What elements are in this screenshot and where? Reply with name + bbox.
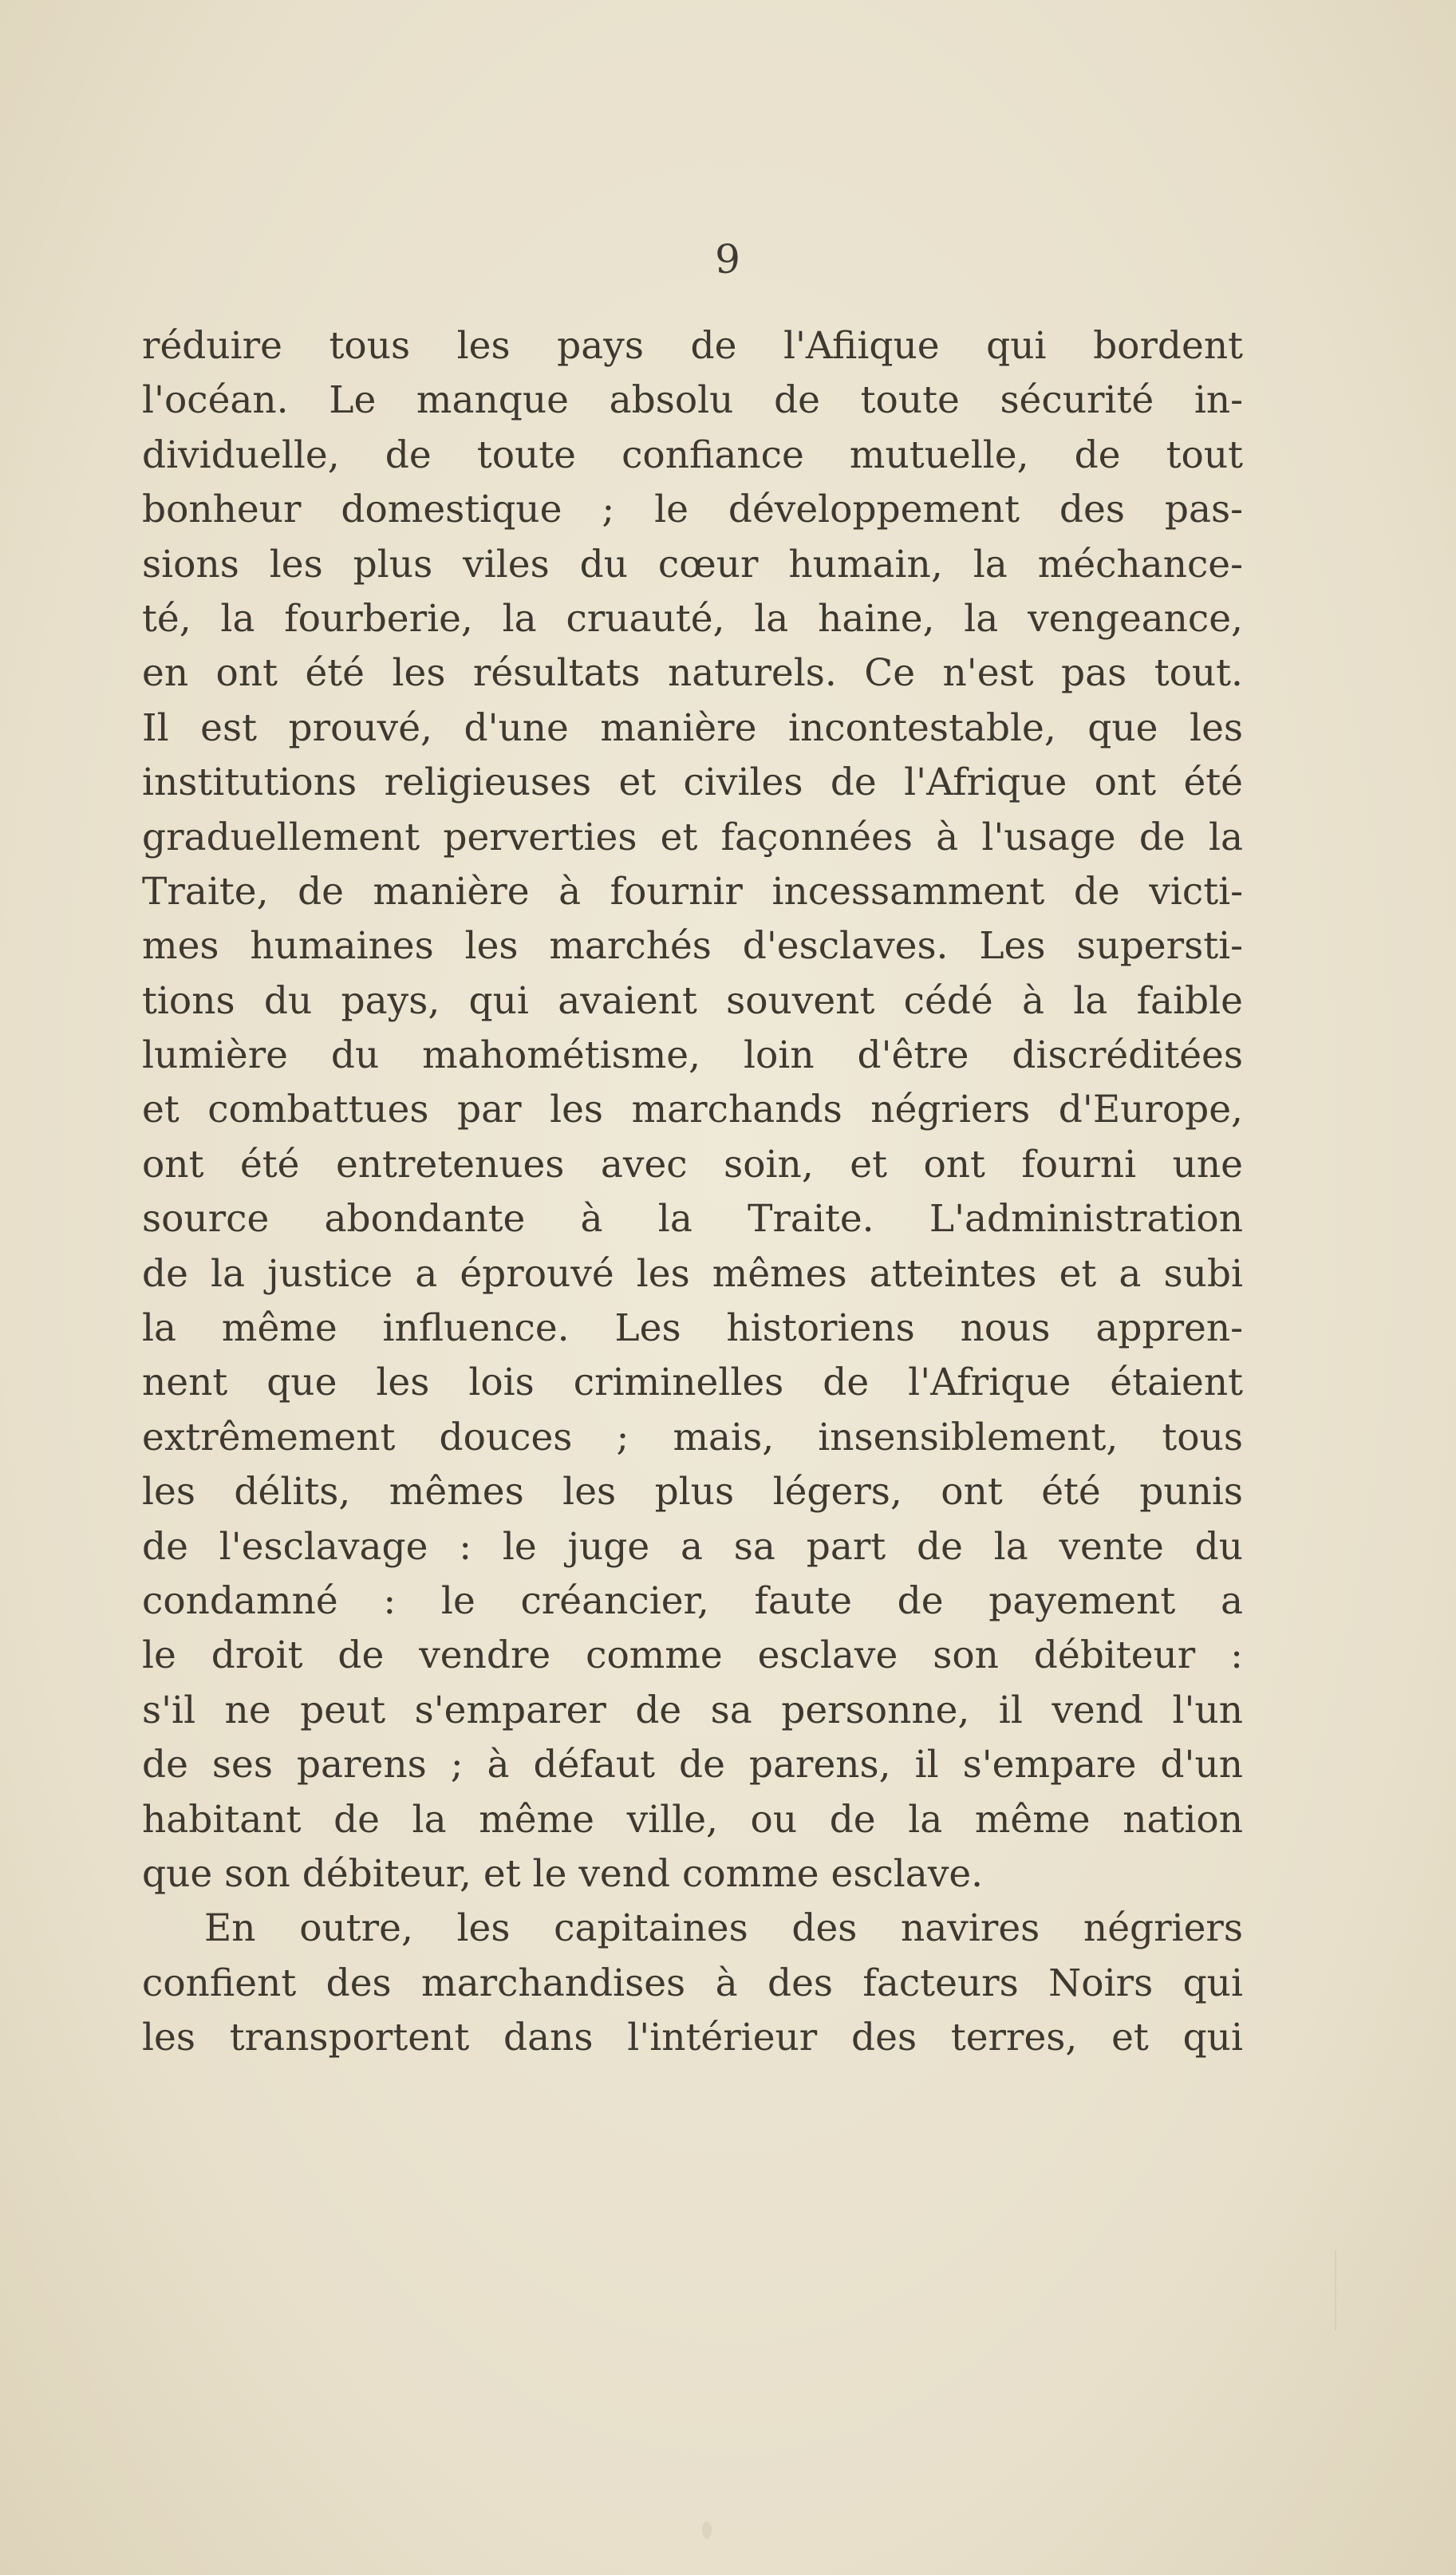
text-line: graduellement perverties et façonnées à l'usage de la — [142, 815, 1243, 859]
text-line: de la justice a éprouvé les mêmes atteintes et a subi — [142, 1251, 1243, 1296]
text-line: les délits, mêmes les plus légers, ont été punis — [142, 1470, 1243, 1515]
text-line: de ses parens ; à défaut de parens, il s'empare d'un — [142, 1743, 1243, 1787]
text-line: condamné : le créancier, faute de payement a — [142, 1578, 1243, 1623]
text-line: institutions religieuses et civiles de l'Afrique ont été — [142, 760, 1243, 805]
text-line: en ont été les résultats naturels. Ce n'est pas tout. — [142, 651, 1243, 696]
text-line: ont été entretenues avec soin, et ont fourni une — [142, 1142, 1243, 1187]
body-text — [142, 319, 1243, 2066]
text-line: de l'esclavage : le juge a sa part de la vente du — [142, 1524, 1243, 1569]
paper-spot-mark — [702, 2522, 712, 2539]
text-line: mes humaines les marchés d'esclaves. Les supersti- — [142, 924, 1243, 969]
paragraph-start-line: En outre, les capitaines des navires négriers — [204, 1906, 1243, 1951]
text-line: nent que les lois criminelles de l'Afrique étaient — [142, 1361, 1243, 1405]
text-line: confient des marchandises à des facteurs Noirs qui — [142, 1961, 1243, 2005]
text-line: source abondante à la Traite. L'administration — [142, 1197, 1243, 1242]
text-line: réduire tous les pays de l'Afiique qui bordent — [142, 324, 1243, 368]
text-line: et combattues par les marchands négriers d'Europe, — [142, 1088, 1243, 1132]
text-line: Il est prouvé, d'une manière incontestable, que les — [142, 705, 1243, 750]
text-line: tions du pays, qui avaient souvent cédé à la faible — [142, 978, 1243, 1023]
text-line: lumière du mahométisme, loin d'être discréditées — [142, 1033, 1243, 1078]
text-line: les transportent dans l'intérieur des terres, et qui — [142, 2016, 1243, 2060]
text-line: té, la fourberie, la cruauté, la haine, la vengeance, — [142, 596, 1243, 641]
text-line: l'océan. Le manque absolu de toute sécurité in- — [142, 378, 1243, 423]
text-line: extrêmement douces ; mais, insensiblement, tous — [142, 1415, 1243, 1459]
text-line: le droit de vendre comme esclave son débiteur : — [142, 1633, 1243, 1678]
page-number: 9 — [715, 236, 741, 282]
paragraph-end-line: que son débiteur, et le vend comme esclave. — [142, 1851, 984, 1896]
text-line: Traite, de manière à fournir incessamment de victi- — [142, 869, 1243, 914]
paper-crease-mark — [1324, 2250, 1336, 2330]
text-line: bonheur domestique ; le développement des pas- — [142, 488, 1243, 532]
text-line: s'il ne peut s'emparer de sa personne, il vend l'un — [142, 1688, 1243, 1732]
text-line: sions les plus viles du cœur humain, la méchance- — [142, 542, 1243, 586]
text-line: dividuelle, de toute confiance mutuelle, de tout — [142, 432, 1243, 477]
text-line: habitant de la même ville, ou de la même nation — [142, 1797, 1243, 1842]
text-line: la même influence. Les historiens nous appren- — [142, 1306, 1243, 1351]
